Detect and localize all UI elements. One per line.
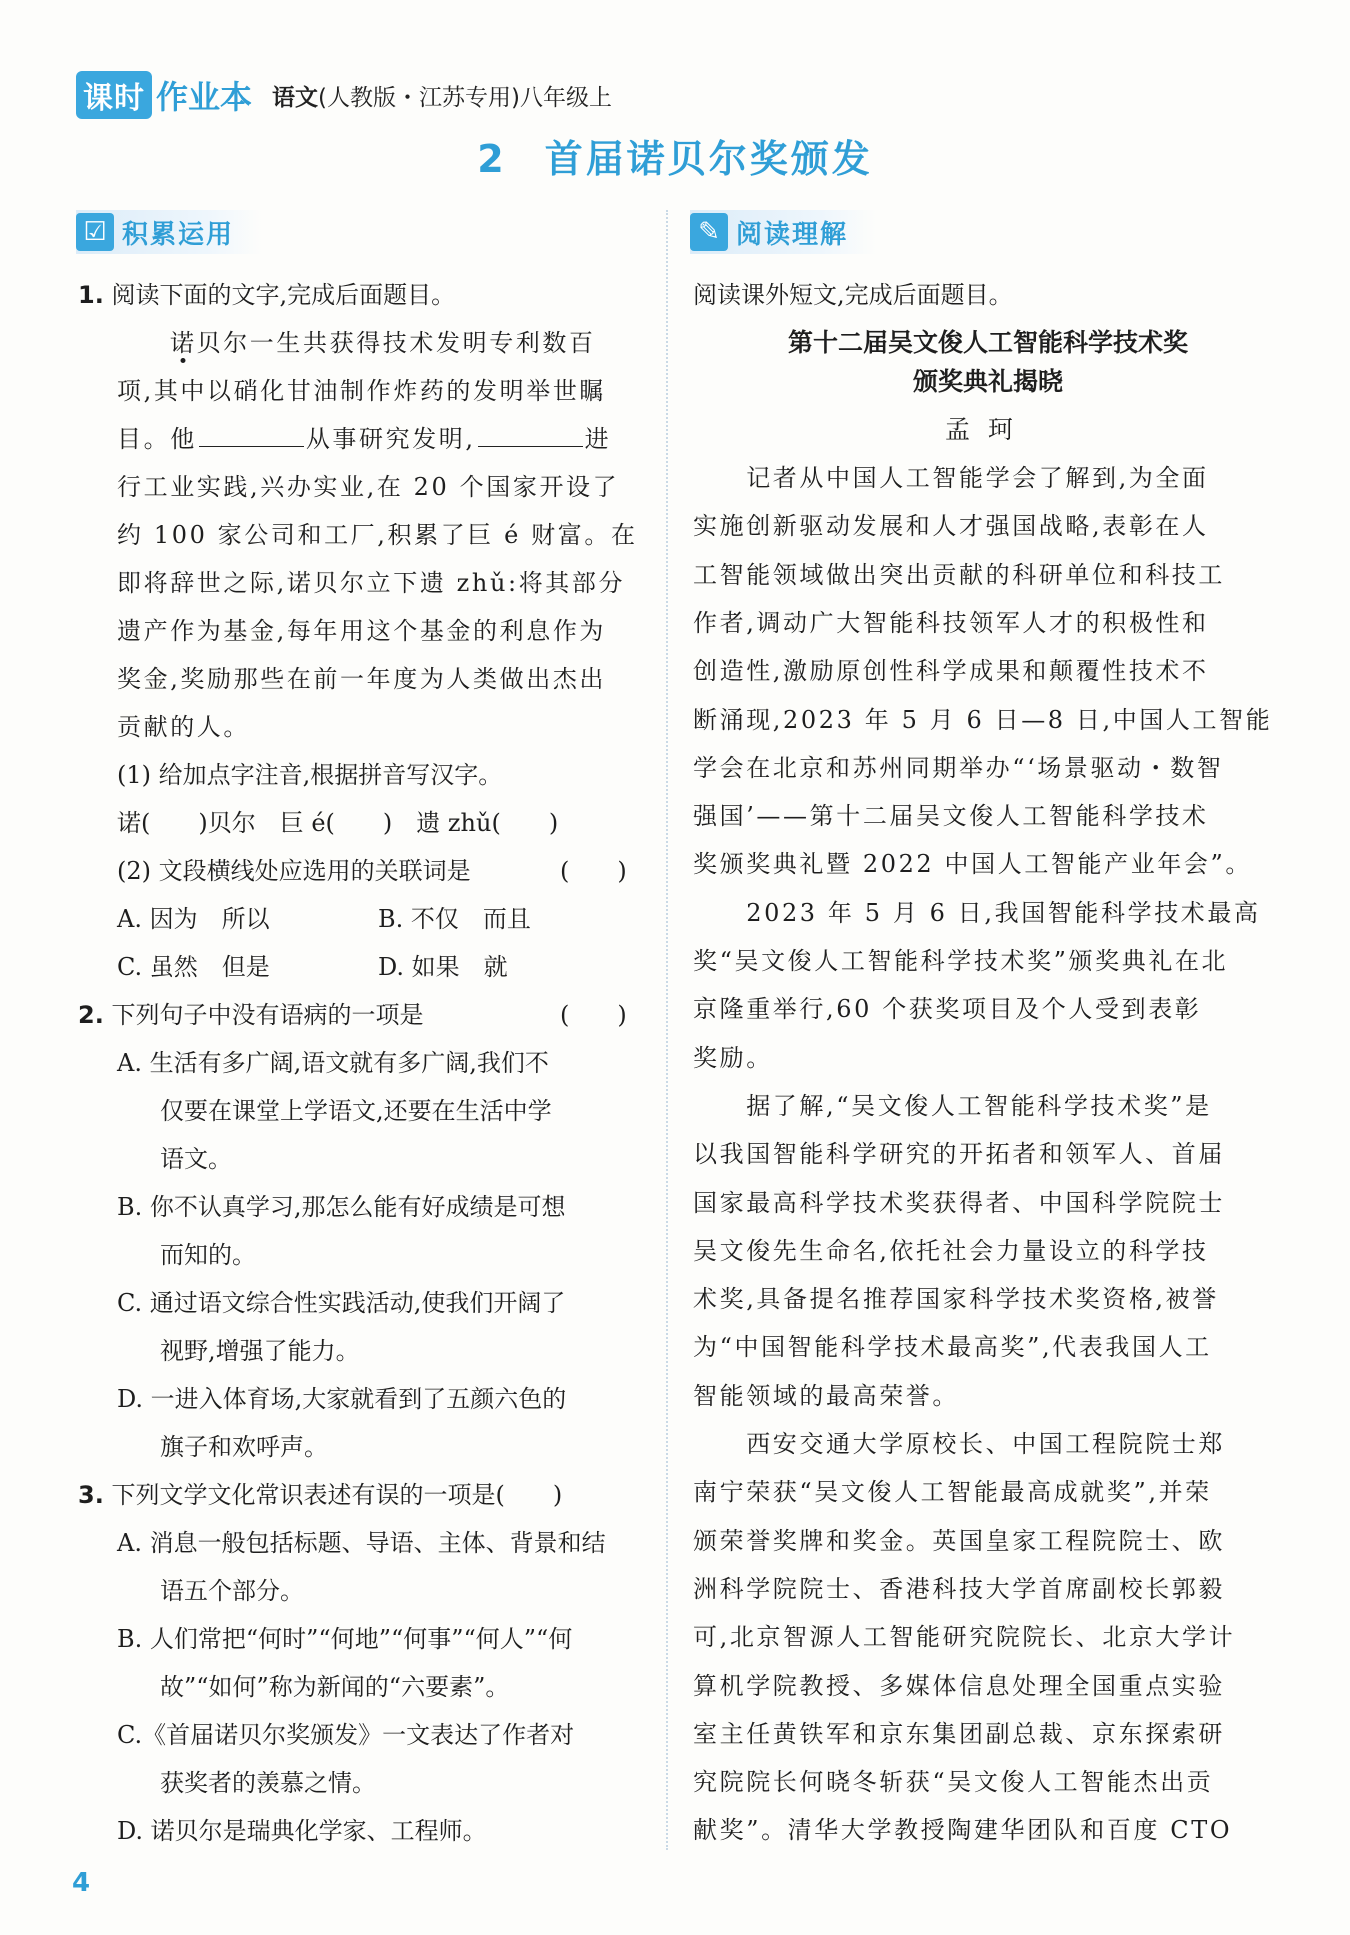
option-a: A. 消息一般包括标题、导语、主体、背景和结 [117, 1529, 606, 1557]
option-c-cont: 获奖者的羡慕之情。 [160, 1769, 376, 1797]
option-c-cont: 视野,增强了能力。 [160, 1337, 360, 1365]
answer-paren[interactable]: ( ) [560, 1001, 627, 1029]
passage-line: 行工业实践,兴办实业,在 20 个国家开设了 [117, 473, 620, 501]
passage-line: 即将辞世之际,诺贝尔立下遗 zhǔ:将其部分 [117, 569, 626, 597]
passage-line: 约 100 家公司和工厂,积累了巨 é 财富。在 [117, 521, 638, 549]
article-line: 奖“吴文俊人工智能科学技术奖”颁奖典礼在北 [693, 947, 1229, 975]
option-c: C.《首届诺贝尔奖颁发》一文表达了作者对 [117, 1721, 575, 1749]
question-number: 2. [78, 1001, 104, 1029]
article-line: 吴文俊先生命名,依托社会力量设立的科学技 [693, 1236, 1209, 1265]
option-c: C. 通过语文综合性实践活动,使我们开阔了 [117, 1289, 566, 1317]
question-2-stem [78, 995, 423, 1030]
section-header-reading [690, 210, 876, 254]
article-line: 献奖”。清华大学教授陶建华团队和百度 CTO [693, 1816, 1233, 1845]
passage-line: 奖金,奖励那些在前一年度为人类做出杰出 [117, 665, 607, 693]
sub-question-1: (1) 给加点字注音,根据拼音写汉字。 [117, 761, 503, 789]
article-line: 2023 年 5 月 6 日,我国智能科学技术最高 [693, 898, 1261, 927]
article-line: 奖颁奖典礼暨 2022 中国人工智能产业年会”。 [693, 850, 1253, 879]
logo-badge: 课时 [76, 71, 152, 119]
article-line: 创造性,激励原创性科学成果和颠覆性技术不 [693, 657, 1209, 686]
section-label: 积累运用 [122, 219, 235, 250]
reading-intro: 阅读课外短文,完成后面题目。 [693, 281, 1013, 309]
question-1-stem [78, 275, 455, 310]
passage-line [117, 419, 611, 454]
lesson-number: 2 [477, 137, 507, 181]
page-header [76, 70, 612, 120]
option-a-cont: 语五个部分。 [160, 1577, 304, 1605]
option-d: D. 诺贝尔是瑞典化学家、工程师。 [117, 1817, 487, 1845]
article-line: 洲科学院院士、香港科技大学首席副校长郭毅 [693, 1574, 1225, 1603]
option-a: A. 生活有多广阔,语文就有多广阔,我们不 [117, 1049, 549, 1077]
article-line: 记者从中国人工智能学会了解到,为全面 [693, 464, 1209, 492]
line-text: 目。他 [117, 425, 197, 453]
option-b-cont: 故”“如何”称为新闻的“六要素”。 [160, 1673, 510, 1701]
article-line: 据了解,“吴文俊人工智能科学技术奖”是 [693, 1091, 1212, 1120]
article-author: 孟珂 [944, 415, 1031, 444]
article-line: 京隆重举行,60 个获奖项目及个人受到表彰 [693, 995, 1202, 1024]
option-d: D. 一进入体育场,大家就看到了五颜六色的 [117, 1385, 567, 1413]
logo-text: 作业本 [156, 78, 253, 116]
page-number: 4 [72, 1868, 91, 1898]
article-line: 工智能领域做出突出贡献的科研单位和科技工 [693, 560, 1225, 589]
option-b: B. 人们常把“何时”“何地”“何事”“何人”“何 [117, 1625, 573, 1653]
option-b-cont: 而知的。 [160, 1241, 256, 1269]
column-divider [666, 210, 668, 1850]
article-line: 以我国智能科学研究的开拓者和领军人、首届 [693, 1140, 1225, 1169]
article-line: 奖励。 [693, 1043, 773, 1072]
article-line: 作者,调动广大智能科技领军人才的积极性和 [693, 608, 1209, 637]
option-c: C. 虽然 但是 [117, 953, 270, 981]
article-line: 实施创新驱动发展和人才强国战略,表彰在人 [693, 512, 1209, 541]
article-line: 西安交通大学原校长、中国工程院院士郑 [693, 1430, 1225, 1458]
option-d-cont: 旗子和欢呼声。 [160, 1433, 328, 1461]
section-label: 阅读理解 [736, 219, 849, 250]
article-line: 断涌现,2023 年 5 月 6 日—8 日,中国人工智能 [693, 705, 1273, 734]
stem-text: 阅读下面的文字,完成后面题目。 [111, 281, 456, 309]
question-3-stem [78, 1475, 562, 1510]
option-a-cont: 语文。 [160, 1145, 232, 1173]
article-line: 究院院长何晓冬斩获“吴文俊人工智能杰出贡 [693, 1768, 1214, 1797]
article-line: 智能领域的最高荣誉。 [693, 1381, 959, 1410]
section-header-accumulation [76, 210, 262, 254]
option-b: B. 不仅 而且 [378, 905, 531, 933]
article-line: 颁荣誉奖牌和奖金。英国皇家工程院院士、欧 [693, 1526, 1225, 1555]
pencil-icon: ✎ [690, 213, 728, 251]
passage-line: 项,其中以硝化甘油制作炸药的发明举世瞩 [117, 377, 607, 405]
article-line: 术奖,具备提名推荐国家科学技术奖资格,被誉 [693, 1285, 1219, 1314]
dotted-char: 诺 [170, 329, 197, 357]
book-logo [76, 71, 252, 119]
passage-line: 遗产作为基金,每年用这个基金的利息作为 [117, 617, 607, 645]
lesson-title-text: 首届诺贝尔奖颁发 [544, 137, 873, 181]
article-line: 南宁荣获“吴文俊人工智能最高成就奖”,并荣 [693, 1478, 1212, 1507]
line-text: 贝尔一生共获得技术发明专利数百 [196, 329, 596, 357]
article-line: 算机学院教授、多媒体信息处理全国重点实验 [693, 1671, 1225, 1700]
sub-question-2: (2) 文段横线处应选用的关联词是 [117, 857, 471, 885]
option-b: B. 你不认真学习,那怎么能有好成绩是可想 [117, 1193, 566, 1221]
passage-line [170, 323, 596, 358]
article-subtitle: 颁奖典礼揭晓 [912, 367, 1063, 396]
sub-question-1-items: 诺( )贝尔 巨 é( ) 遗 zhǔ( ) [117, 809, 559, 837]
option-a: A. 因为 所以 [117, 905, 270, 933]
line-text: 进 [584, 425, 612, 453]
article-line: 学会在北京和苏州同期举办“‘场景驱动・数智 [693, 753, 1224, 782]
fill-blank-1[interactable] [199, 424, 304, 447]
fill-blank-2[interactable] [478, 424, 583, 447]
subject-name: 语文 [272, 84, 319, 111]
article-line: 室主任黄铁军和京东集团副总裁、京东探索研 [693, 1719, 1225, 1748]
lesson-title [0, 128, 1350, 183]
stem-text: 下列句子中没有语病的一项是 [111, 1001, 424, 1029]
option-d: D. 如果 就 [378, 953, 508, 981]
article-title: 第十二届吴文俊人工智能科学技术奖 [787, 328, 1188, 357]
article-line: 国家最高科学技术奖获得者、中国科学院院士 [693, 1188, 1225, 1217]
subject-detail: (人教版・江苏专用)八年级上 [318, 84, 612, 111]
option-a-cont: 仅要在课堂上学语文,还要在生活中学 [160, 1097, 552, 1125]
passage-line: 贡献的人。 [117, 713, 250, 741]
check-icon: ☑ [76, 213, 114, 251]
subject-line [272, 79, 612, 112]
stem-text: 下列文学文化常识表述有误的一项是( ) [111, 1481, 563, 1509]
question-number: 3. [78, 1481, 104, 1509]
article-line: 可,北京智源人工智能研究院院长、北京大学计 [693, 1623, 1236, 1652]
article-line: 为“中国智能科学技术最高奖”,代表我国人工 [693, 1333, 1212, 1362]
answer-paren[interactable]: ( ) [560, 857, 627, 885]
line-text: 从事研究发明, [305, 425, 476, 453]
question-number: 1. [78, 281, 104, 309]
article-line: 强国’——第十二届吴文俊人工智能科学技术 [693, 802, 1209, 831]
